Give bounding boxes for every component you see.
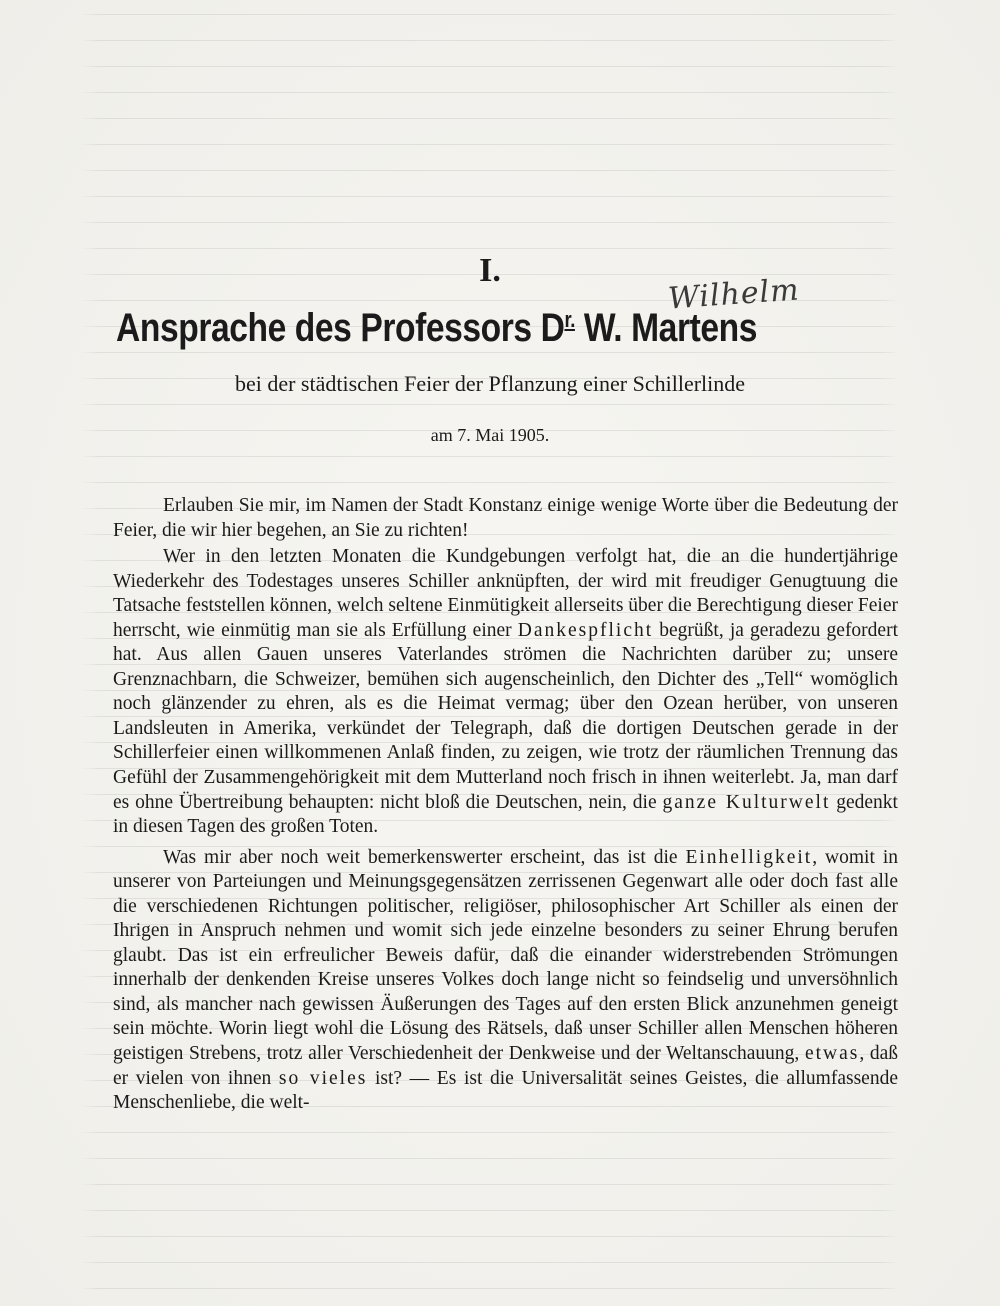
paragraph-2-emphasis-1: Dankespflicht	[517, 619, 654, 641]
chapter-numeral: I.	[479, 252, 501, 289]
paragraph-2-emphasis-2: ganze Kulturwelt	[662, 791, 831, 813]
paragraph-3-part-3: , daß er vielen von ihnen	[113, 1043, 899, 1089]
paragraph-3-part-2: , womit in unserer von Parteiungen und Meinungsgegensätzen zerrissenen Gegenwart alle oder doch fast alle die verschiedenen Richtungen politischer, religiöser, philosophischer Art Schiller als einen der Ihrigen in Anspruch nehmen und womit sich jede einzelne besonders zu seiner Ehrung berufen glaubt. Das ist ein erfreulicher Beweis dafür, daß die einander widerstrebenden Strömungen innerhalb der denkenden Kreise unseres Volkes doch lange nicht so feindselig und unversöhnlich sind, als mancher nach gewissen Äußerungen des Tages auf den ersten Blick anzunehmen geneigt sein möchte. Worin liegt wohl die Lösung des Rätsels, daß unser Schiller allen Menschen höheren geistigen Strebens, trotz aller Verschiedenheit der Denkweise und der Weltanschauung,	[113, 846, 898, 1065]
paragraph-3	[113, 846, 898, 1116]
paragraph-2	[113, 545, 898, 840]
paragraph-1: Erlauben Sie mir, im Namen der Stadt Konstanz einige wenige Worte über die Bedeutung der Feier, die wir hier begehen, an Sie zu richten!	[113, 495, 898, 541]
paragraph-3-emphasis-1: Einhelligkeit	[685, 846, 813, 868]
paragraph-2-part-3: gedenkt in diesen Tagen des großen Toten.	[113, 791, 898, 838]
paragraph-3-emphasis-2: etwas	[804, 1043, 860, 1065]
paragraph-3-emphasis-3: so vieles	[278, 1067, 368, 1089]
title-after: W. Martens	[574, 306, 758, 350]
paragraph-2-part-2: begrüßt, ja geradezu gefordert hat. Aus allen Gauen unseres Vaterlandes strömen die Nachrichten darüber zu; unsere Grenznachbarn, die Schweizer, bemühen sich augenscheinlich, den Dichter des „Tell“ womöglich noch glänzender zu ehren, als es die Heimat vermag; über den Ozean herüber, von unseren Landsleuten in Amerika, verkündet der Telegraph, daß die dortigen Deutschen gerade in der Schillerfeier einen willkommenen Anlaß finden, zu zeigen, wie trotz der räumlichen Trennung das Gefühl der Zusammengehörigkeit mit dem Mutterland noch frisch in ihnen weiterlebt. Ja, man darf es ohne Übertreibung behaupten: nicht bloß die Deutschen, nein, die	[113, 619, 898, 813]
paragraph-3-part-4: ist? — Es ist die Universalität seines Geistes, die allumfassende Menschenliebe, die welt-	[113, 1067, 898, 1114]
subtitle: bei der städtischen Feier der Pflanzung einer Schillerlinde	[234, 371, 746, 396]
title-before: Ansprache des Professors D	[116, 306, 565, 350]
body-text	[113, 494, 898, 1118]
handwritten-annotation: Wilhelm	[666, 272, 801, 317]
paragraph-3-part-1: Was mir aber noch weit bemerkenswerter erscheint, das ist die	[163, 846, 686, 868]
title-superscript: r.	[564, 307, 575, 332]
paragraph-2-part-1: Wer in den letzten Monaten die Kundgebungen verfolgt hat, die an die hundertjährige Wiederkehr des Todestages unseres Schiller anknüpften, der wird mit freudiger Genugtuung die Tatsache feststellen können, welch seltene Einmütigkeit allerseits über die Berechtigung dieser Feier herrscht, wie einmütig man sie als Erfüllung einer	[113, 546, 898, 641]
page-title	[116, 306, 758, 351]
date-line: am 7. Mai 1905.	[430, 425, 550, 445]
